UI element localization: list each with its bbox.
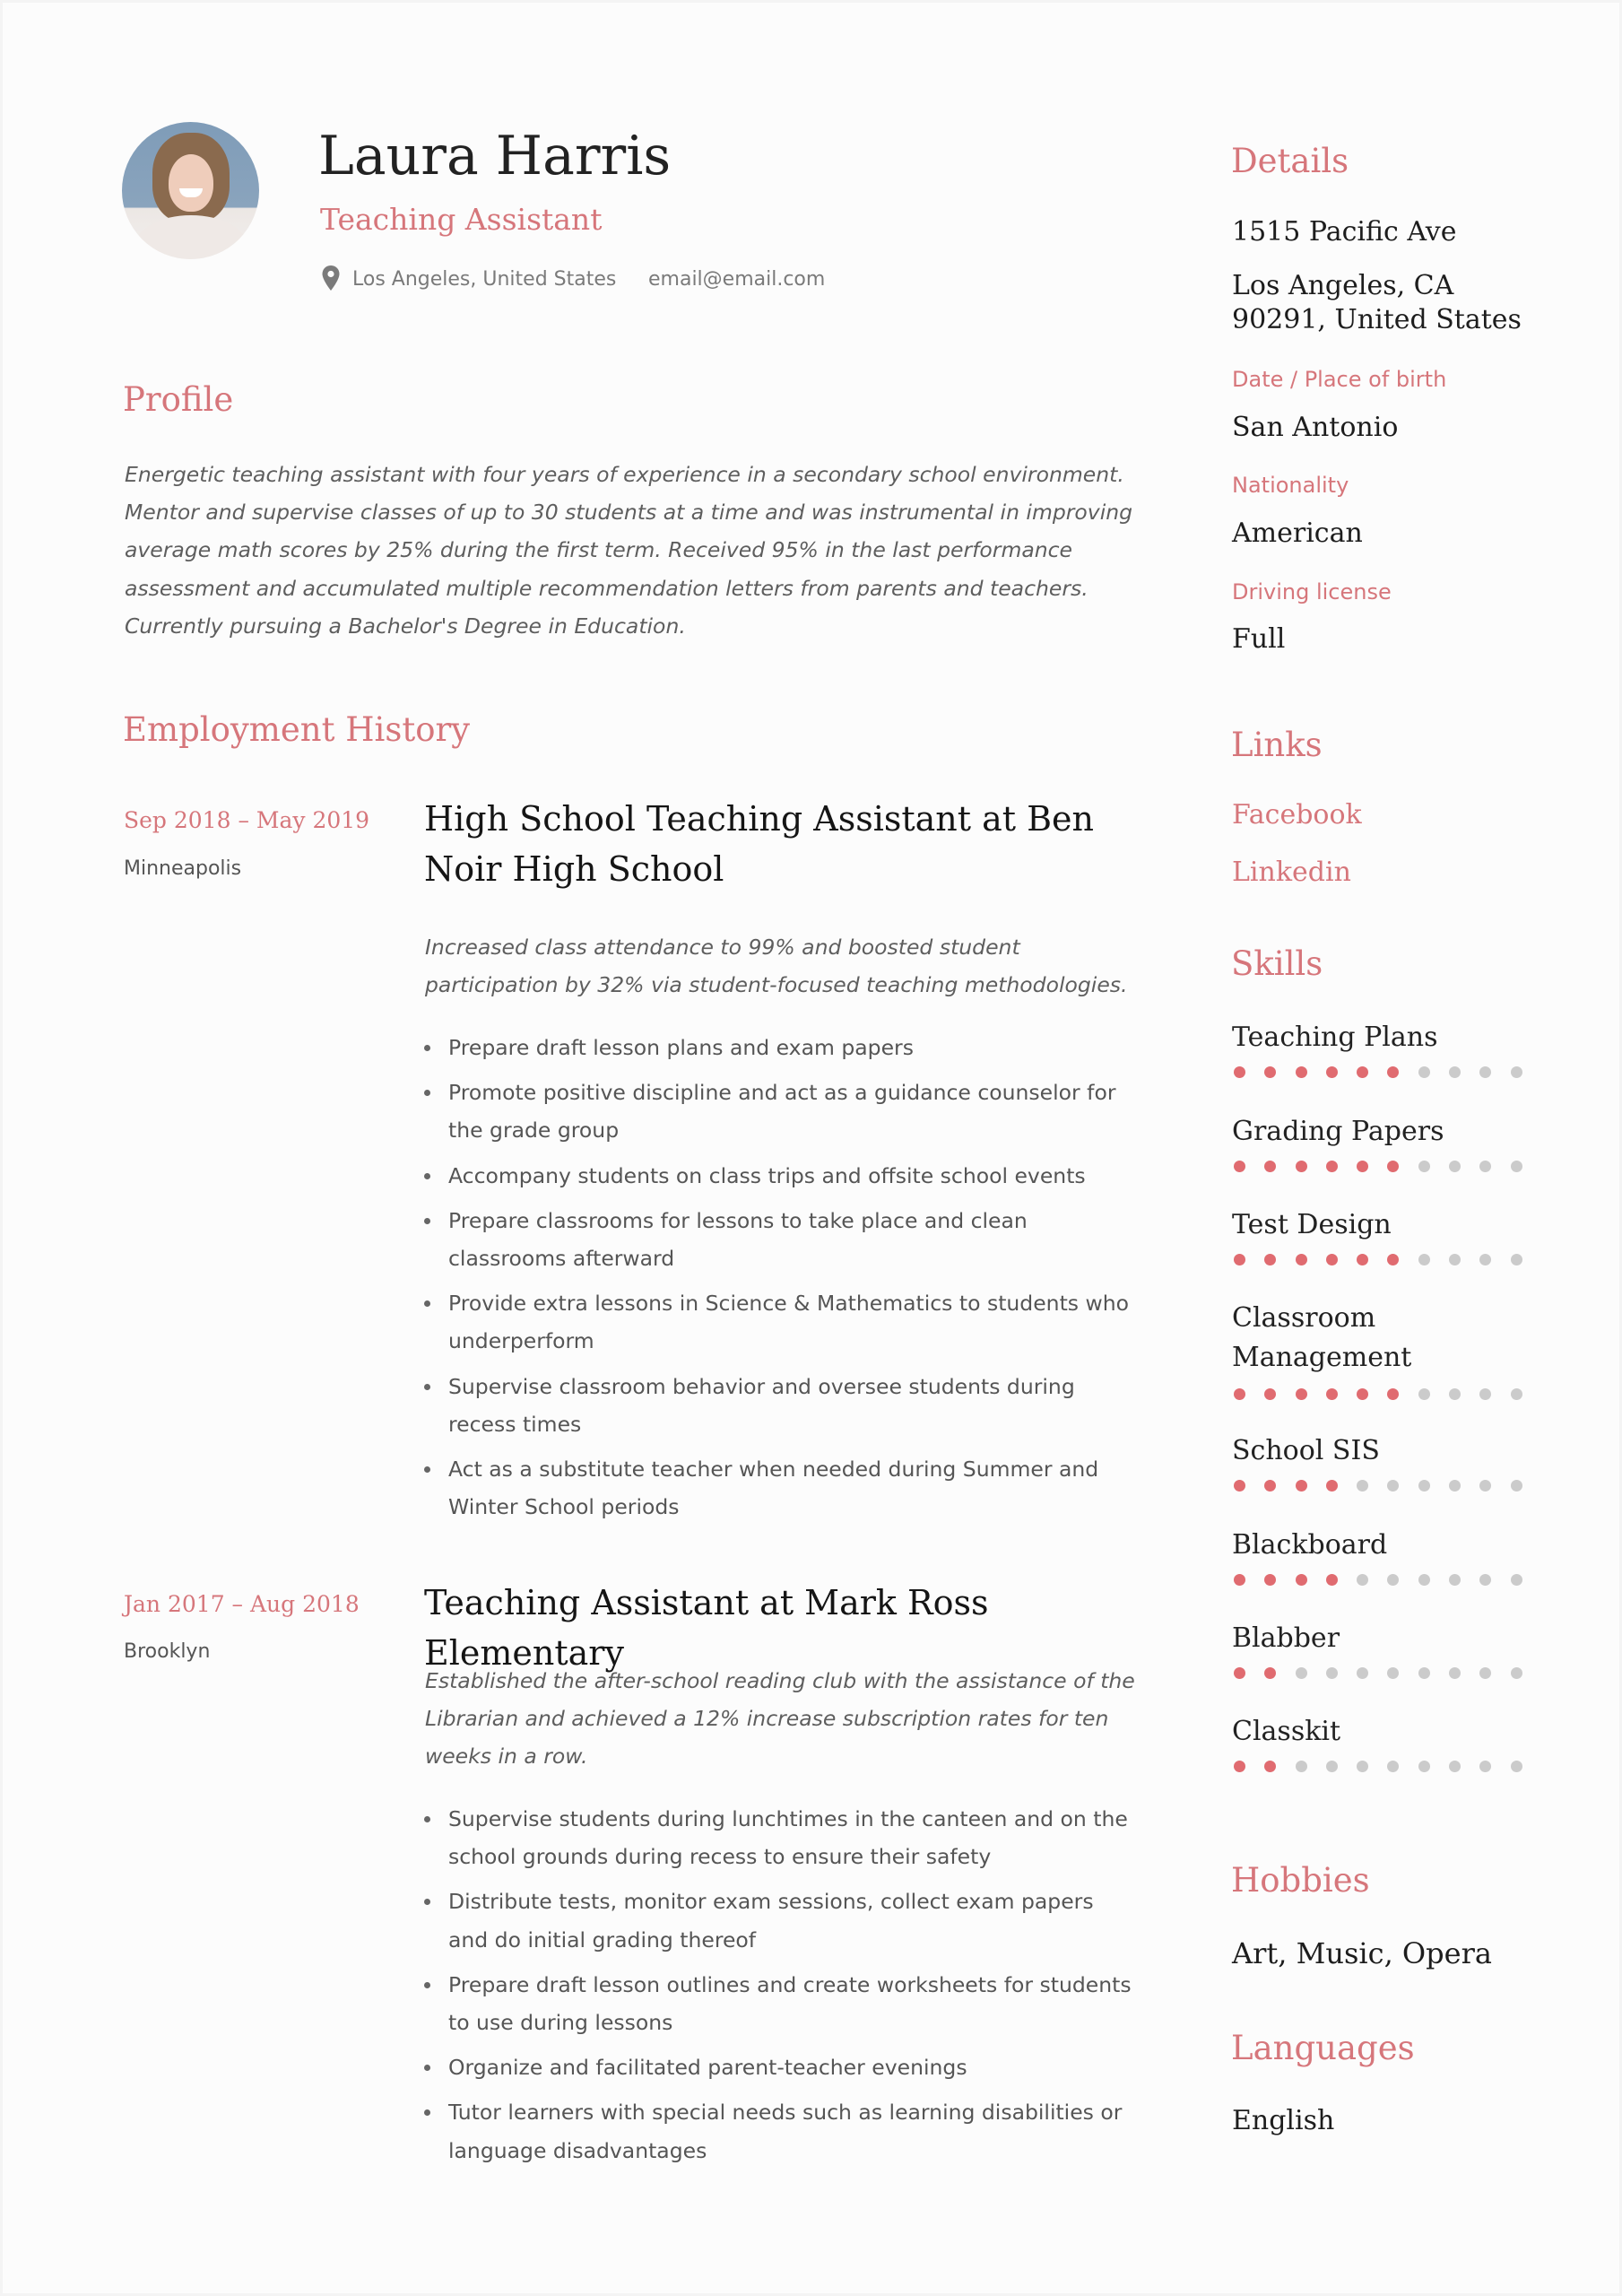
skill-item — [1232, 1619, 1541, 1679]
rating-dot-empty-icon — [1479, 1574, 1491, 1586]
rating-dot-empty-icon — [1326, 1761, 1338, 1772]
rating-dot-empty-icon — [1418, 1574, 1430, 1586]
birth-value: San Antonio — [1232, 412, 1399, 443]
rating-dot-filled-icon — [1264, 1761, 1276, 1772]
job-dates: Jan 2017 – Aug 2018 — [124, 1591, 360, 1617]
rating-dot-empty-icon — [1511, 1667, 1522, 1679]
resume-page — [3, 3, 1619, 2293]
list-item: Prepare draft lesson outlines and create worksheets for students to use during lessons — [421, 1966, 1139, 2041]
skill-level-rating — [1234, 1254, 1541, 1265]
rating-dot-filled-icon — [1264, 1066, 1276, 1078]
list-item: Distribute tests, monitor exam sessions, collect exam papers and do initial grading thereof — [421, 1883, 1139, 1958]
rating-dot-filled-icon — [1264, 1574, 1276, 1586]
nationality-value: American — [1232, 517, 1363, 549]
list-item: Accompany students on class trips and offsite school events — [421, 1157, 1139, 1195]
job-dates: Sep 2018 – May 2019 — [124, 807, 370, 833]
rating-dot-empty-icon — [1449, 1254, 1461, 1265]
rating-dot-empty-icon — [1449, 1667, 1461, 1679]
skill-level-rating — [1234, 1761, 1541, 1772]
rating-dot-filled-icon — [1326, 1161, 1338, 1172]
rating-dot-empty-icon — [1511, 1254, 1522, 1265]
list-item: Prepare draft lesson plans and exam papers — [421, 1029, 1139, 1066]
rating-dot-empty-icon — [1479, 1388, 1491, 1400]
job-bullet-list — [421, 1029, 1139, 1533]
rating-dot-empty-icon — [1479, 1161, 1491, 1172]
job-title: Teaching Assistant at Mark Ross Elementary — [424, 1583, 989, 1673]
job-location: Brooklyn — [124, 1640, 211, 1663]
list-item: Provide extra lessons in Science & Mathematics to students who underperform — [421, 1284, 1139, 1360]
rating-dot-empty-icon — [1479, 1761, 1491, 1772]
list-item: Promote positive discipline and act as a guidance counselor for the grade group — [421, 1074, 1139, 1149]
skill-item — [1232, 1431, 1541, 1492]
avatar-face-shape — [169, 154, 213, 212]
skill-name: School SIS — [1232, 1435, 1380, 1466]
rating-dot-filled-icon — [1264, 1161, 1276, 1172]
skill-name: Teaching Plans — [1232, 1022, 1438, 1053]
rating-dot-empty-icon — [1449, 1574, 1461, 1586]
rating-dot-filled-icon — [1357, 1066, 1368, 1078]
license-value: Full — [1232, 623, 1286, 655]
list-item: Prepare classrooms for lessons to take place and clean classrooms afterward — [421, 1202, 1139, 1277]
rating-dot-filled-icon — [1296, 1066, 1307, 1078]
profile-heading: Profile — [123, 380, 234, 419]
rating-dot-empty-icon — [1418, 1254, 1430, 1265]
rating-dot-empty-icon — [1387, 1667, 1399, 1679]
skill-level-rating — [1234, 1066, 1541, 1078]
skill-item — [1232, 1712, 1541, 1772]
rating-dot-filled-icon — [1296, 1480, 1307, 1492]
rating-dot-empty-icon — [1449, 1066, 1461, 1078]
rating-dot-empty-icon — [1418, 1667, 1430, 1679]
skill-level-rating — [1234, 1161, 1541, 1172]
rating-dot-empty-icon — [1296, 1761, 1307, 1772]
rating-dot-filled-icon — [1326, 1254, 1338, 1265]
rating-dot-empty-icon — [1418, 1066, 1430, 1078]
profile-text: Energetic teaching assistant with four years of experience in a secondary school environment. Mentor and supervise classes of up to 30 students at a time and was instrumental in improving average math scores by 25% during the first term. Received 95% in the last performance assessment and accumulated multiple recommendation letters from parents and teachers. Currently pursuing a Bachelor's Degree in Education. — [125, 462, 1133, 639]
rating-dot-filled-icon — [1296, 1161, 1307, 1172]
skills-heading: Skills — [1231, 944, 1323, 983]
rating-dot-empty-icon — [1449, 1480, 1461, 1492]
rating-dot-filled-icon — [1387, 1066, 1399, 1078]
job-summary: Established the after-school reading club with the assistance of the Librarian and achieved a 12% increase subscription rates for ten weeks in a row. — [425, 1668, 1135, 1770]
rating-dot-empty-icon — [1511, 1066, 1522, 1078]
rating-dot-empty-icon — [1511, 1480, 1522, 1492]
rating-dot-empty-icon — [1511, 1388, 1522, 1400]
rating-dot-empty-icon — [1357, 1480, 1368, 1492]
skill-level-rating — [1234, 1388, 1541, 1400]
rating-dot-filled-icon — [1326, 1066, 1338, 1078]
rating-dot-filled-icon — [1296, 1574, 1307, 1586]
rating-dot-filled-icon — [1264, 1254, 1276, 1265]
hobbies-text: Art, Music, Opera — [1232, 1936, 1492, 1970]
rating-dot-filled-icon — [1296, 1254, 1307, 1265]
rating-dot-empty-icon — [1449, 1761, 1461, 1772]
skill-item — [1232, 1526, 1541, 1586]
language-item: English — [1232, 2105, 1335, 2136]
list-item: Supervise classroom behavior and oversee students during recess times — [421, 1368, 1139, 1443]
job-bullet-list — [421, 1800, 1139, 2177]
rating-dot-filled-icon — [1264, 1388, 1276, 1400]
email-link[interactable]: email@email.com — [648, 268, 826, 291]
skill-level-rating — [1234, 1667, 1541, 1679]
rating-dot-filled-icon — [1264, 1667, 1276, 1679]
list-item: Organize and facilitated parent-teacher evenings — [421, 2048, 1139, 2086]
rating-dot-empty-icon — [1479, 1254, 1491, 1265]
rating-dot-filled-icon — [1387, 1161, 1399, 1172]
nationality-label: Nationality — [1232, 473, 1349, 498]
rating-dot-filled-icon — [1234, 1161, 1245, 1172]
rating-dot-filled-icon — [1234, 1388, 1245, 1400]
list-item: Supervise students during lunchtimes in the canteen and on the school grounds during recess to ensure their safety — [421, 1800, 1139, 1875]
rating-dot-empty-icon — [1418, 1161, 1430, 1172]
employment-heading: Employment History — [123, 710, 471, 749]
rating-dot-filled-icon — [1234, 1761, 1245, 1772]
address-line-1: 1515 Pacific Ave — [1232, 216, 1457, 248]
rating-dot-filled-icon — [1234, 1066, 1245, 1078]
rating-dot-empty-icon — [1449, 1388, 1461, 1400]
job-title: High School Teaching Assistant at Ben Noir High School — [424, 799, 1095, 889]
rating-dot-empty-icon — [1511, 1161, 1522, 1172]
job-location: Minneapolis — [124, 857, 242, 880]
rating-dot-empty-icon — [1326, 1667, 1338, 1679]
rating-dot-empty-icon — [1479, 1066, 1491, 1078]
rating-dot-filled-icon — [1326, 1388, 1338, 1400]
list-item: Tutor learners with special needs such as learning disabilities or language disadvantages — [421, 2093, 1139, 2169]
rating-dot-empty-icon — [1387, 1480, 1399, 1492]
rating-dot-empty-icon — [1511, 1574, 1522, 1586]
rating-dot-empty-icon — [1357, 1667, 1368, 1679]
rating-dot-empty-icon — [1511, 1761, 1522, 1772]
rating-dot-empty-icon — [1449, 1161, 1461, 1172]
rating-dot-filled-icon — [1234, 1667, 1245, 1679]
rating-dot-empty-icon — [1418, 1480, 1430, 1492]
skill-name: Blabber — [1232, 1622, 1340, 1654]
link-linkedin[interactable]: Linkedin — [1232, 857, 1351, 888]
rating-dot-filled-icon — [1326, 1574, 1338, 1586]
rating-dot-empty-icon — [1387, 1574, 1399, 1586]
rating-dot-empty-icon — [1418, 1761, 1430, 1772]
rating-dot-filled-icon — [1234, 1574, 1245, 1586]
rating-dot-filled-icon — [1296, 1388, 1307, 1400]
links-heading: Links — [1231, 726, 1323, 764]
rating-dot-filled-icon — [1387, 1388, 1399, 1400]
map-pin-icon — [321, 265, 341, 291]
candidate-title: Teaching Assistant — [320, 202, 603, 237]
languages-heading: Languages — [1231, 2029, 1415, 2067]
rating-dot-filled-icon — [1234, 1480, 1245, 1492]
avatar-shirt-shape — [134, 215, 247, 259]
link-facebook[interactable]: Facebook — [1232, 799, 1362, 831]
job-summary: Increased class attendance to 99% and boosted student participation by 32% via student-focused teaching methodologies. — [425, 935, 1128, 998]
rating-dot-empty-icon — [1387, 1761, 1399, 1772]
address-line-2: Los Angeles, CA 90291, United States — [1232, 270, 1522, 335]
rating-dot-empty-icon — [1296, 1667, 1307, 1679]
rating-dot-empty-icon — [1479, 1480, 1491, 1492]
skill-item — [1232, 1018, 1541, 1078]
rating-dot-filled-icon — [1357, 1161, 1368, 1172]
rating-dot-empty-icon — [1357, 1761, 1368, 1772]
list-item: Act as a substitute teacher when needed during Summer and Winter School periods — [421, 1450, 1139, 1526]
avatar — [122, 122, 259, 259]
hobbies-heading: Hobbies — [1231, 1861, 1370, 1900]
skill-name: Grading Papers — [1232, 1116, 1444, 1147]
birth-label: Date / Place of birth — [1232, 367, 1447, 392]
rating-dot-filled-icon — [1387, 1254, 1399, 1265]
skill-name: Classkit — [1232, 1716, 1341, 1747]
rating-dot-empty-icon — [1479, 1667, 1491, 1679]
details-heading: Details — [1231, 142, 1349, 180]
rating-dot-filled-icon — [1234, 1254, 1245, 1265]
skill-item — [1232, 1112, 1541, 1172]
skill-name: Classroom Management — [1232, 1302, 1412, 1373]
rating-dot-filled-icon — [1264, 1480, 1276, 1492]
skill-level-rating — [1234, 1480, 1541, 1492]
skill-level-rating — [1234, 1574, 1541, 1586]
rating-dot-filled-icon — [1357, 1388, 1368, 1400]
candidate-name: Laura Harris — [318, 125, 672, 187]
location-text: Los Angeles, United States — [352, 268, 617, 291]
skill-item — [1232, 1205, 1541, 1265]
license-label: Driving license — [1232, 579, 1392, 604]
rating-dot-empty-icon — [1418, 1388, 1430, 1400]
rating-dot-filled-icon — [1326, 1480, 1338, 1492]
rating-dot-empty-icon — [1357, 1574, 1368, 1586]
rating-dot-filled-icon — [1357, 1254, 1368, 1265]
skill-item — [1232, 1299, 1541, 1400]
skill-name: Test Design — [1232, 1209, 1392, 1240]
skill-name: Blackboard — [1232, 1529, 1388, 1561]
